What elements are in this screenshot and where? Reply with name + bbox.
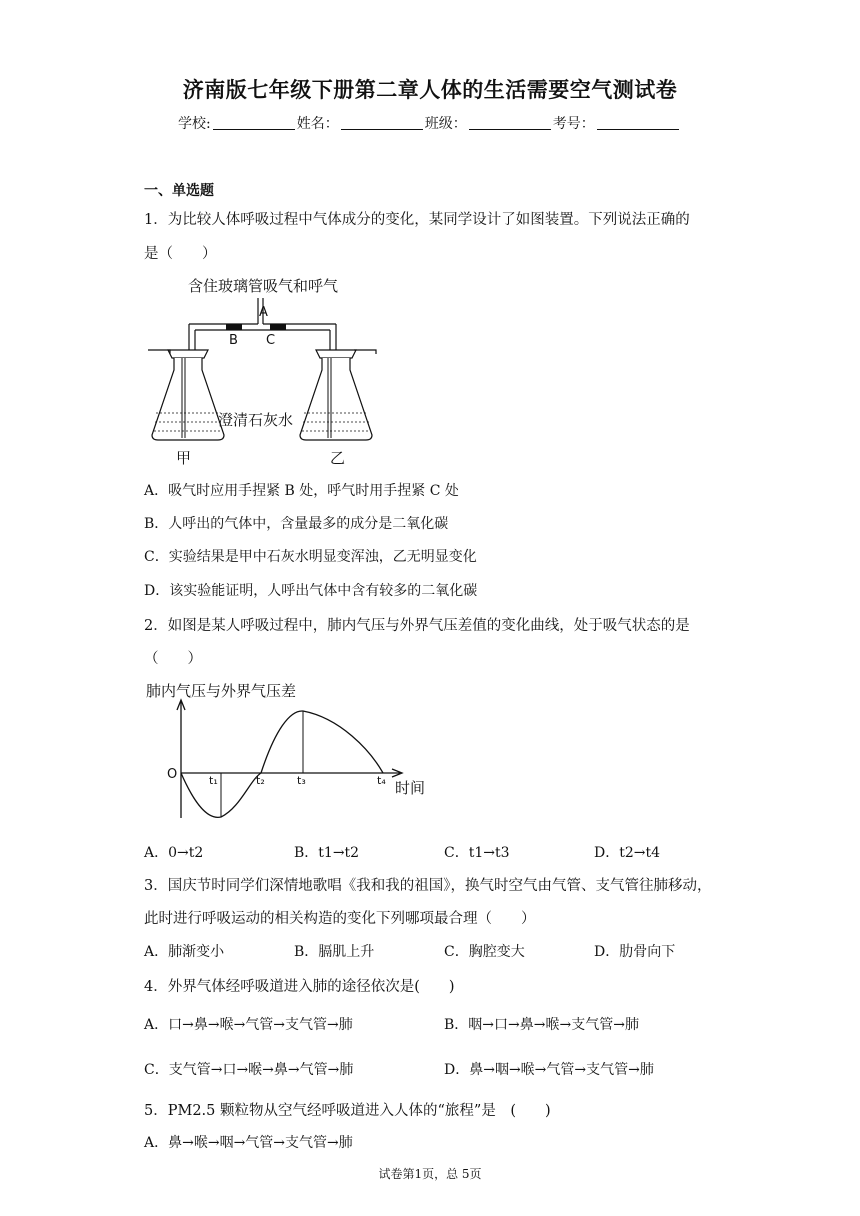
chart-xlabel: 时间 bbox=[395, 779, 426, 797]
q3-stem-line2: 此时进行呼吸运动的相关构造的变化下列哪项最合理（ ） bbox=[144, 911, 536, 927]
label-a: A bbox=[259, 305, 268, 320]
q4-option-a: A．口→鼻→喉→气管→支气管→肺 bbox=[144, 1017, 353, 1033]
exam-no-label: 考号： bbox=[552, 116, 595, 132]
name-blank bbox=[341, 115, 423, 130]
q3-option-c: C．胸腔变大 bbox=[444, 944, 525, 960]
q3-option-b: B．膈肌上升 bbox=[294, 944, 375, 960]
class-blank bbox=[469, 115, 551, 130]
q2-stem-line2: （ ） bbox=[144, 651, 202, 667]
tick-t4: t₄ bbox=[377, 774, 386, 787]
figure-caption: 含住玻璃管吸气和呼气 bbox=[188, 277, 339, 295]
name-label: 姓名： bbox=[296, 116, 339, 132]
class-label: 班级： bbox=[424, 116, 467, 132]
pressure-curve bbox=[181, 711, 383, 817]
q2-pressure-chart bbox=[140, 680, 440, 825]
school-label: 学校: bbox=[178, 116, 211, 132]
tick-t3: t₃ bbox=[297, 774, 306, 787]
q2-option-b: B．t1→t2 bbox=[294, 845, 360, 861]
flask-jia bbox=[148, 324, 224, 440]
tick-t2: t₂ bbox=[256, 774, 265, 787]
exam-no-blank bbox=[597, 115, 679, 130]
q1-option-b: B．人呼出的气体中，含量最多的成分是二氧化碳 bbox=[144, 516, 449, 532]
q2-option-c: C．t1→t3 bbox=[444, 845, 510, 861]
page-title: 济南版七年级下册第二章人体的生活需要空气测试卷 bbox=[182, 77, 678, 102]
q1-stem-line2: 是（ ） bbox=[144, 246, 217, 262]
flask-yi bbox=[300, 324, 376, 440]
q2-option-a: A．0→t2 bbox=[144, 845, 204, 861]
label-b: B bbox=[229, 333, 238, 348]
q3-stem-line1: 3．国庆节时同学们深情地歌唱《我和我的祖国》，换气时空气由气管、支气管往肺移动， bbox=[144, 878, 712, 894]
label-c: C bbox=[266, 333, 276, 348]
section-heading: 一、单选题 bbox=[144, 183, 214, 199]
clamp-b bbox=[226, 324, 242, 330]
q1-stem-line1: 1．为比较人体呼吸过程中气体成分的变化，某同学设计了如图装置。下列说法正确的 bbox=[144, 212, 690, 228]
q5-stem: 5．PM2.5 颗粒物从空气经呼吸道进入人体的“旅程”是 ( ) bbox=[144, 1103, 551, 1119]
tick-t1: t₁ bbox=[209, 774, 218, 787]
clamp-c bbox=[270, 324, 286, 330]
q2-stem-line1: 2．如图是某人呼吸过程中，肺内气压与外界气压差值的变化曲线，处于吸气状态的是 bbox=[144, 618, 690, 634]
q1-option-a: A．吸气时应用手捏紧 B 处，呼气时用手捏紧 C 处 bbox=[144, 483, 459, 499]
q1-apparatus-figure bbox=[140, 270, 380, 470]
q1-option-d: D．该实验能证明，人呼出气体中含有较多的二氧化碳 bbox=[144, 583, 478, 599]
label-yi: 乙 bbox=[330, 449, 346, 467]
page-footer: 试卷第1页，总 5页 bbox=[378, 1167, 482, 1181]
q4-stem: 4．外界气体经呼吸道进入肺的途径依次是( ) bbox=[144, 979, 455, 995]
q3-option-a: A．肺渐变小 bbox=[144, 944, 225, 960]
label-limewater: 澄清石灰水 bbox=[218, 411, 294, 429]
q4-option-c: C．支气管→口→喉→鼻→气管→肺 bbox=[144, 1062, 354, 1078]
q4-option-d: D．鼻→咽→喉→气管→支气管→肺 bbox=[444, 1062, 654, 1078]
chart-ylabel: 肺内气压与外界气压差 bbox=[146, 682, 297, 700]
label-jia: 甲 bbox=[176, 449, 192, 467]
q5-option-a: A．鼻→喉→咽→气管→支气管→肺 bbox=[144, 1135, 353, 1151]
school-blank bbox=[213, 115, 295, 130]
q4-option-b: B．咽→口→鼻→喉→支气管→肺 bbox=[444, 1017, 639, 1033]
q3-option-d: D．肋骨向下 bbox=[594, 944, 676, 960]
q1-option-c: C．实验结果是甲中石灰水明显变浑浊，乙无明显变化 bbox=[144, 549, 477, 565]
student-info-line bbox=[178, 113, 681, 133]
origin-label: O bbox=[167, 767, 178, 782]
q2-option-d: D．t2→t4 bbox=[594, 845, 661, 861]
